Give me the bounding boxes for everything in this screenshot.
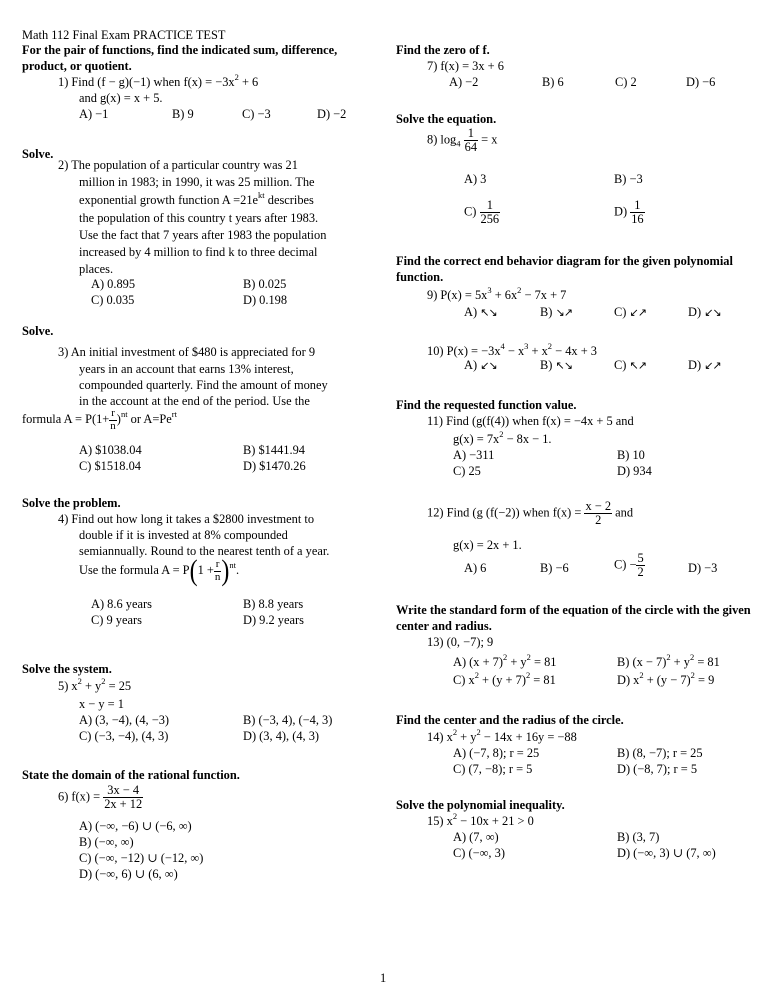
choice-c[interactable]: C) $x^2 + (y + 7)^2 = 81$ xyxy=(453,670,556,687)
end-behavior-icon: ↘↗ xyxy=(555,306,572,319)
question-3-formula: formula A = P(1+ $\frac{r}{n}$ )$^{nt}$ or $A=Pe^{rt}$ xyxy=(22,407,177,432)
section-heading: Find the requested function value. xyxy=(396,398,577,412)
choice-d[interactable]: D) (3, 4), (4, 3) xyxy=(243,729,320,743)
section-heading: Find the center and the radius of the circle. xyxy=(396,713,624,727)
section-heading: Find the correct end behavior diagram for the given polynomial function. xyxy=(396,254,733,284)
section-heading: For the pair of functions, find the indicated sum, difference, product, or quotient. xyxy=(22,43,338,73)
choice-a[interactable]: A) 6 xyxy=(464,561,487,575)
choice-c[interactable]: C) (7, −8); r = 5 xyxy=(453,762,533,776)
question-2-line: the population of this country t years after 1983. xyxy=(79,211,319,225)
question-12-line: 12) Find (g (f(−2)) when f(x) = $\frac{x - 2}{2}$ and xyxy=(427,499,634,528)
question-1: 1) Find (f − g)(−1) when $f(x) = -3x^2 + 6$ xyxy=(58,72,259,89)
choice-d[interactable]: D) $x^2 + (y - 7)^2 = 9$ xyxy=(617,670,715,687)
question-2-line: places. xyxy=(79,262,114,276)
choice-c[interactable]: C) (−3, −4), (4, 3) xyxy=(79,729,169,743)
choice-d[interactable]: D) ↙↗ xyxy=(688,358,721,372)
choice-b[interactable]: B) ↘↗ xyxy=(540,305,572,319)
choice-c[interactable]: C) 25 xyxy=(453,464,481,478)
question-3-line: years in an account that earns 13% interest, xyxy=(79,362,294,376)
question-7-line: 7) f(x) = 3x + 6 xyxy=(427,59,504,73)
end-behavior-icon: ↙↘ xyxy=(704,306,721,319)
section-heading: Solve. xyxy=(22,147,54,161)
question-2-line: 2) The population of a particular country was 21 xyxy=(58,158,298,172)
question-2-line: Use the fact that 7 years after 1983 the population xyxy=(79,228,327,242)
end-behavior-icon: ↙↘ xyxy=(480,359,497,372)
choice-a[interactable]: A) (7, ∞) xyxy=(453,830,499,844)
section-heading: Solve. xyxy=(22,324,54,338)
end-behavior-icon: ↙↗ xyxy=(704,359,721,372)
page-number: 1 xyxy=(380,971,387,985)
section-heading: Solve the polynomial inequality. xyxy=(396,798,565,812)
choice-b[interactable]: B) 10 xyxy=(617,448,645,462)
end-behavior-icon: ↖↘ xyxy=(555,359,572,372)
question-2-line: exponential growth function $A =21e^{kt}$ describes xyxy=(79,190,314,207)
choice-a[interactable]: A) (3, −4), (4, −3) xyxy=(79,713,170,727)
choice-b[interactable]: B) ↖↘ xyxy=(540,358,572,372)
choice-b[interactable]: B) 0.025 xyxy=(243,277,287,291)
question-3-line: 3) An initial investment of $480 is appreciated for 9 xyxy=(58,345,316,359)
question-4-line: double if it is invested at 8% compounded xyxy=(79,528,288,542)
choice-d[interactable]: D) −2 xyxy=(317,107,347,121)
question-1-text: and g(x) = x + 5. xyxy=(79,91,163,105)
question-12-line: g(x) = 2x + 1. xyxy=(453,538,522,552)
choice-c[interactable]: C) ↖↗ xyxy=(614,358,646,372)
choice-a[interactable]: A) $(x + 7)^2 + y^2 = 81$ xyxy=(453,652,557,669)
choice-c[interactable]: C) 2 xyxy=(615,75,637,89)
choice-c[interactable]: C) $1518.04 xyxy=(79,459,141,473)
choice-b[interactable]: B) 6 xyxy=(542,75,564,89)
choice-d[interactable]: D) ↙↘ xyxy=(688,305,721,319)
end-behavior-icon: ↙↗ xyxy=(629,306,646,319)
end-behavior-icon: ↖↘ xyxy=(480,306,497,319)
end-behavior-icon: ↖↗ xyxy=(629,359,646,372)
choice-d[interactable]: D) (−∞, 3) ∪ (7, ∞) xyxy=(617,846,716,860)
choice-a[interactable]: A) (−∞, −6) ∪ (−6, ∞) xyxy=(79,819,192,833)
choice-c[interactable]: C) (−∞, 3) xyxy=(453,846,505,860)
choice-b[interactable]: B) −6 xyxy=(540,561,569,575)
page-title: Math 112 Final Exam PRACTICE TEST xyxy=(22,28,226,42)
question-9-line: 9) $P(x) = 5x^3 + 6x^2 - 7x + 7$ xyxy=(427,285,567,302)
question-10-line: 10) $P(x) = -3x^4 - x^3 + x^2 - 4x + 3$ xyxy=(427,341,597,358)
choice-d[interactable]: D) −6 xyxy=(686,75,716,89)
choice-b[interactable]: B) (−∞, ∞) xyxy=(79,835,134,849)
choice-c[interactable]: C) ↙↗ xyxy=(614,305,646,319)
question-13-line: 13) (0, −7); 9 xyxy=(427,635,494,649)
choice-d[interactable]: D) $\frac{1}{16}$ xyxy=(614,198,644,227)
section-heading: Solve the equation. xyxy=(396,112,497,126)
choice-a[interactable]: A) $1038.04 xyxy=(79,443,142,457)
choice-c[interactable]: C) 0.035 xyxy=(91,293,135,307)
choice-d[interactable]: D) 0.198 xyxy=(243,293,288,307)
choice-b[interactable]: B) 9 xyxy=(172,107,194,121)
choice-a[interactable]: A) 3 xyxy=(464,172,487,186)
choice-a[interactable]: A) ↖↘ xyxy=(464,305,497,319)
choice-d[interactable]: D) (−∞, 6) ∪ (6, ∞) xyxy=(79,867,178,881)
choice-c[interactable]: C) − $\frac{5}{2}$ xyxy=(614,551,644,580)
choice-a[interactable]: A) 8.6 years xyxy=(91,597,152,611)
choice-b[interactable]: B) $1441.94 xyxy=(243,443,305,457)
choice-d[interactable]: D) −3 xyxy=(688,561,718,575)
choice-c[interactable]: C) $\frac{1}{256}$ xyxy=(464,198,500,227)
question-2-line: million in 1983; in 1990, it was 25 million. The xyxy=(79,175,315,189)
choice-d[interactable]: D) $1470.26 xyxy=(243,459,306,473)
question-8-line: 8) $\log_4$ $\frac{1}{64}$ = x xyxy=(427,126,498,155)
question-3-line: compounded quarterly. Find the amount of money xyxy=(79,378,328,392)
question-5-line: 5) $x^2 + y^2 = 25$ xyxy=(58,676,132,693)
section-heading: State the domain of the rational function. xyxy=(22,768,240,782)
choice-c[interactable]: C) 9 years xyxy=(91,613,142,627)
question-5-line: x − y = 1 xyxy=(79,697,124,711)
section-heading: Solve the problem. xyxy=(22,496,121,510)
question-11-line: $g(x) = 7x^2 - 8x - 1$. xyxy=(453,429,552,446)
choice-b[interactable]: B) $(x - 7)^2 + y^2 = 81$ xyxy=(617,652,720,669)
choice-b[interactable]: B) 8.8 years xyxy=(243,597,304,611)
choice-d[interactable]: D) 934 xyxy=(617,464,652,478)
choice-a[interactable]: A) −2 xyxy=(449,75,479,89)
choice-a[interactable]: A) −311 xyxy=(453,448,495,462)
choice-b[interactable]: B) −3 xyxy=(614,172,643,186)
choice-b[interactable]: B) (8, −7); r = 25 xyxy=(617,746,703,760)
choice-d[interactable]: D) 9.2 years xyxy=(243,613,304,627)
section-heading: Solve the system. xyxy=(22,662,112,676)
question-6-line: 6) f(x) = $\frac{3x - 4}{2x + 12}$ xyxy=(58,783,143,812)
choice-a[interactable]: A) ↙↘ xyxy=(464,358,497,372)
section-heading: Write the standard form of the equation of the circle with the given center and radius. xyxy=(396,603,751,633)
question-11-line: 11) Find (g(f(4)) when f(x) = −4x + 5 and xyxy=(427,414,634,428)
question-15-line: 15) $x^2 - 10x + 21 > 0$ xyxy=(427,811,534,828)
question-4-line: 4) Find out how long it takes a $2800 investment to xyxy=(58,512,315,526)
question-14-line: 14) $x^2 + y^2 - 14x + 16y = -88$ xyxy=(427,727,577,744)
choice-b[interactable]: B) (−3, 4), (−4, 3) xyxy=(243,713,333,727)
question-4-line: semiannually. Round to the nearest tenth of a year. xyxy=(79,544,330,558)
choice-a[interactable]: A) (−7, 8); r = 25 xyxy=(453,746,540,760)
choice-a[interactable]: A) −1 xyxy=(79,107,109,121)
choice-a[interactable]: A) 0.895 xyxy=(91,277,136,291)
section-heading: Find the zero of f. xyxy=(396,43,490,57)
question-2-line: increased by 4 million to find k to three decimal xyxy=(79,245,318,259)
choice-c[interactable]: C) −3 xyxy=(242,107,271,121)
choice-d[interactable]: D) (−8, 7); r = 5 xyxy=(617,762,698,776)
choice-b[interactable]: B) (3, 7) xyxy=(617,830,660,844)
choice-c[interactable]: C) (−∞, −12) ∪ (−12, ∞) xyxy=(79,851,204,865)
question-3-line: in the account at the end of the period. Use the xyxy=(79,394,310,408)
question-4-formula: Use the formula A = P(1 + $\frac{r}{n}$ )$^{nt}$. xyxy=(79,554,240,588)
